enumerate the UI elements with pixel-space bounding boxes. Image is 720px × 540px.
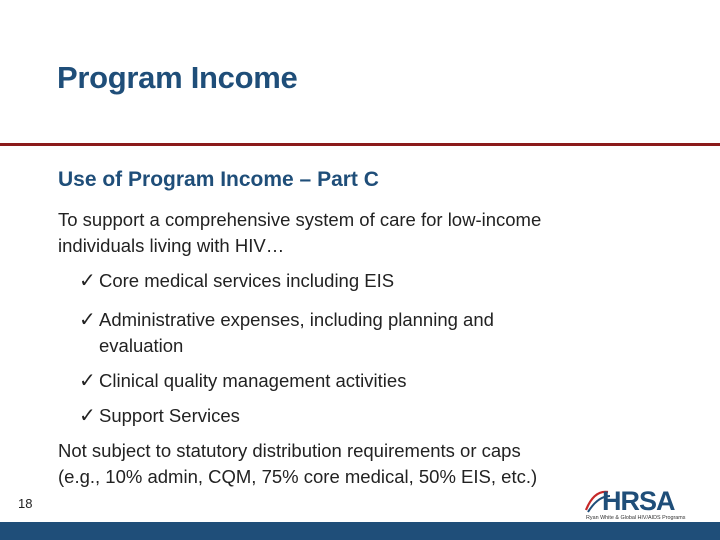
footer-bar — [0, 522, 720, 540]
bullet-item — [79, 306, 494, 359]
bullet-item — [79, 267, 394, 294]
intro-line-2: individuals living with HIV… — [58, 235, 285, 256]
checkmark-icon: ✓ — [79, 307, 96, 331]
intro-text — [58, 207, 541, 259]
slide-title: Program Income — [57, 60, 298, 95]
checkmark-icon: ✓ — [79, 403, 96, 427]
logo-wordmark: HRSA — [602, 486, 675, 516]
bullet-continuation: evaluation — [99, 335, 184, 356]
note-text — [58, 438, 537, 490]
title-divider — [0, 143, 720, 146]
note-line-1: Not subject to statutory distribution requirements or caps — [58, 440, 521, 461]
intro-line-1: To support a comprehensive system of care for low-income — [58, 209, 542, 230]
bullet-item — [79, 367, 406, 394]
logo-tagline: Ryan White & Global HIV/AIDS Programs — [586, 515, 686, 521]
bullet-text: Support Services — [99, 405, 240, 426]
bullet-item — [79, 402, 240, 429]
bullet-text: Administrative expenses, including planning and — [99, 309, 494, 330]
checkmark-icon: ✓ — [79, 268, 96, 292]
checkmark-icon: ✓ — [79, 368, 96, 392]
page-number: 18 — [18, 496, 33, 511]
bullet-text: Clinical quality management activities — [99, 370, 407, 391]
hrsa-logo — [584, 484, 716, 522]
slide-subtitle: Use of Program Income – Part C — [58, 168, 379, 191]
bullet-text: Core medical services including EIS — [99, 270, 395, 291]
note-line-2: (e.g., 10% admin, CQM, 75% core medical, 50% EIS, etc.) — [58, 466, 538, 487]
